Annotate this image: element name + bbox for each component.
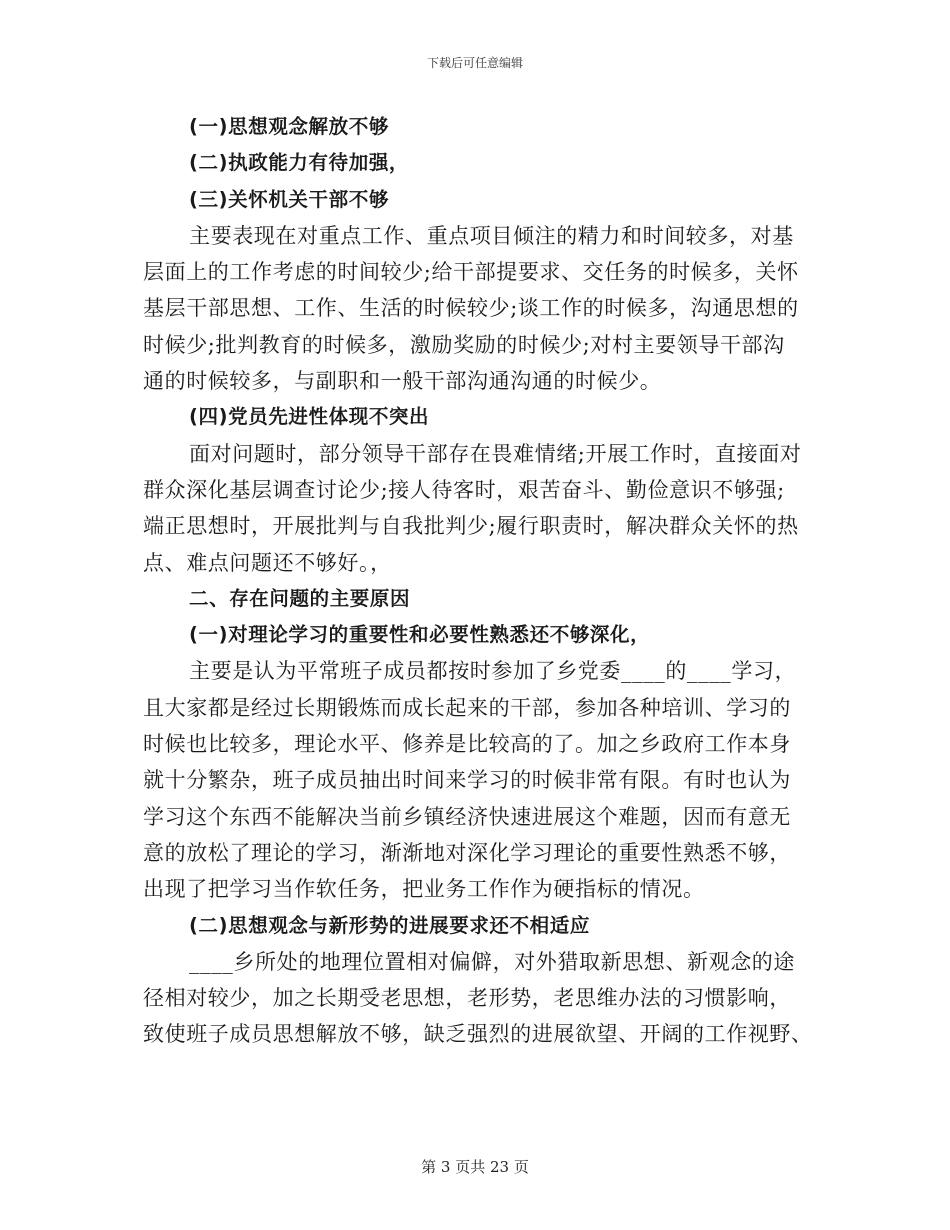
body-text-line: 基层干部思想、工作、生活的时候较少;谈工作的时候多，沟通思想的 [143, 296, 799, 321]
body-text-line: 通的时候较多，与副职和一般干部沟通沟通的时候少。 [143, 369, 662, 394]
body-text-line: 群众深化基层调查讨论少;接人待客时，艰苦奋斗、勤俭意识不够强; [143, 477, 785, 502]
body-text-line: 时候也比较多，理论水平、修养是比较高的了。加之乡政府工作本身 [143, 732, 791, 757]
body-text-line: 意的放松了理论的学习，渐渐地对深化学习理论的重要性熟悉不够， [143, 840, 791, 865]
body-text-line: 致使班子成员思想解放不够，缺乏强烈的进展欲望、开阔的工作视野、 [143, 1022, 813, 1047]
section-heading-line: (一)思想观念解放不够 [189, 115, 389, 138]
body-text-line: 主要表现在对重点工作、重点项目倾注的精力和时间较多，对基 [189, 223, 794, 248]
section-heading-line: (三)关怀机关干部不够 [189, 187, 389, 211]
body-text-line: 层面上的工作考虑的时间较少;给干部提要求、交任务的时候多，关怀 [143, 260, 799, 285]
body-text-line: 面对问题时，部分领导干部存在畏难情绪;开展工作时，直接面对 [189, 441, 802, 466]
body-text-line: 点、难点问题还不够好。， [143, 550, 392, 575]
body-text-line: 端正思想时，开展批判与自我批判少;履行职责时，解决群众关怀的热 [143, 514, 799, 539]
body-text-line: 径相对较少，加之长期受老思想，老形势，老思维办法的习惯影响， [143, 986, 791, 1011]
body-text-line: 学习这个东西不能解决当前乡镇经济快速进展这个难题，因而有意无 [143, 804, 791, 829]
section-heading-line: (二)执政能力有待加强， [189, 151, 410, 175]
body-text-line: 主要是认为平常班子成员都按时参加了乡党委____的____学习， [189, 659, 797, 684]
page-footer: 第 3 页共 23 页 [421, 1158, 529, 1176]
section-heading-line: (一)对理论学习的重要性和必要性熟悉还不够深化， [189, 623, 651, 647]
section-heading-line: (二)思想观念与新形势的进展要求还不相适应 [189, 913, 590, 937]
body-text-line: ____乡所处的地理位置相对偏僻，对外猎取新思想、新观念的途 [189, 949, 795, 974]
section-heading-line: 二、存在问题的主要原因 [189, 586, 411, 610]
body-text-line: 且大家都是经过长期锻炼而成长起来的干部，参加各种培训、学习的 [143, 695, 791, 720]
page-header: 下载后可任意编辑 [426, 56, 523, 70]
body-text-line: 就十分繁杂，班子成员抽出时间来学习的时候非常有限。有时也认为 [143, 768, 791, 793]
document-body [143, 109, 813, 1053]
body-text-line: 时候少;批判教育的时候多，激励奖励的时候少;对村主要领导干部沟 [143, 332, 785, 357]
section-heading-line: (四)党员先进性体现不突出 [189, 405, 430, 429]
body-text-line: 出现了把学习当作软任务，把业务工作作为硬指标的情况。 [143, 877, 705, 902]
